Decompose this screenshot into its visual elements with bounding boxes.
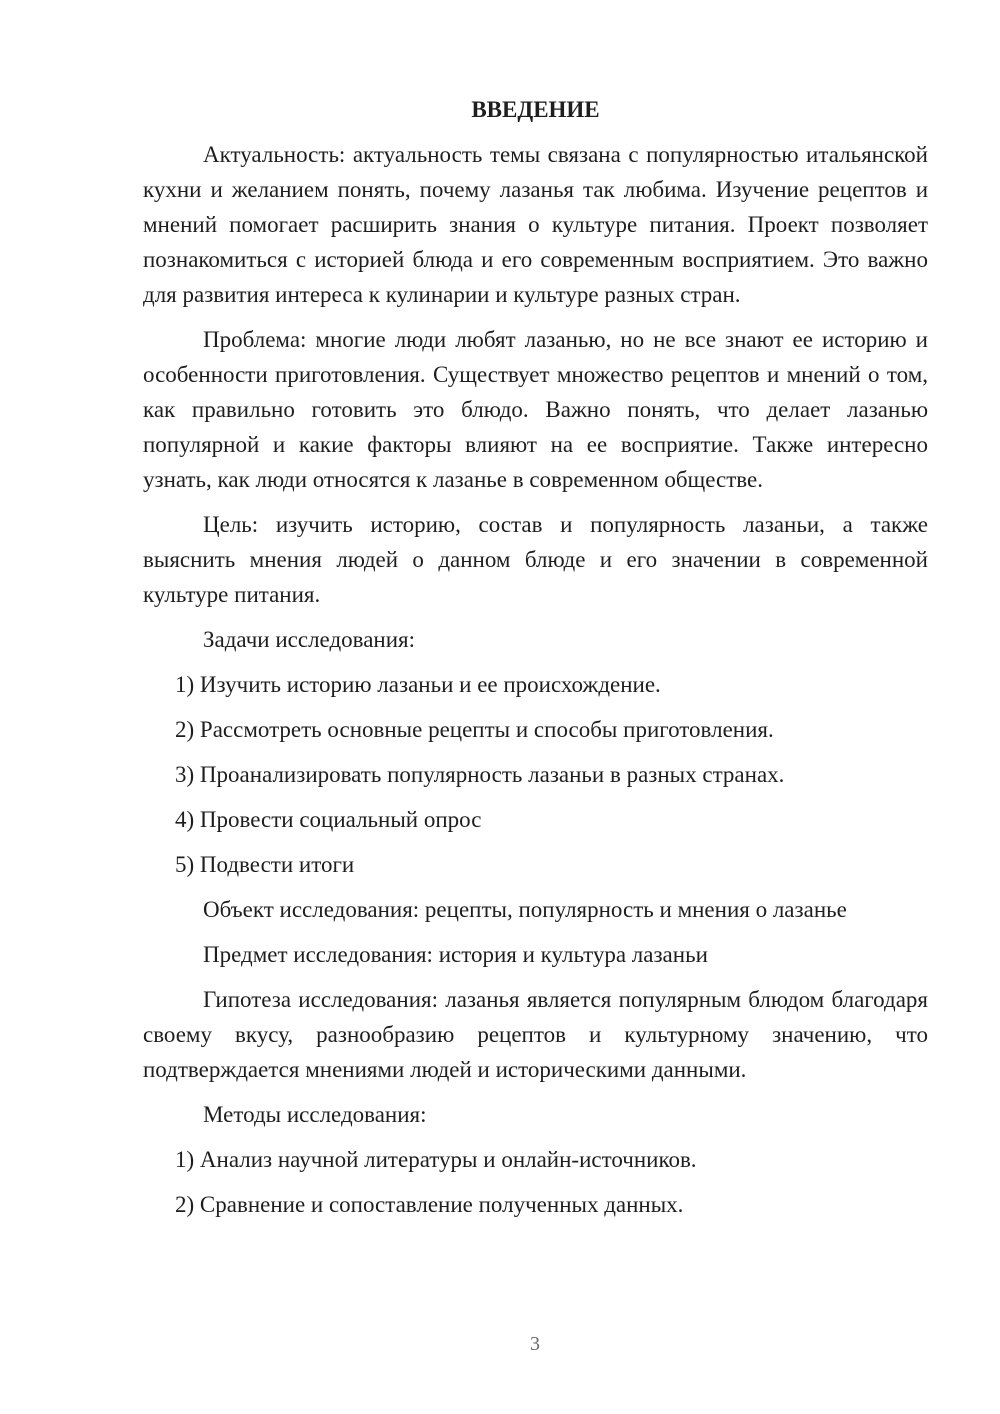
subject-paragraph: Предмет исследования: история и культура лазаньи xyxy=(203,942,708,967)
problem-paragraph: Проблема: многие люди любят лазанью, но не все знают ее историю и особенности приготовления. Существует множество рецептов и мнений о том, как правильно готовить это блюдо. Важно понять, что делает лазанью популярной и какие факторы влияют на ее восприятие. Также интересно узнать, как люди относятся к лазанье в современном обществе. xyxy=(143,327,928,492)
methods-title: Методы исследования: xyxy=(203,1102,427,1127)
list-item: 5) Подвести итоги xyxy=(175,852,355,877)
goal-paragraph: Цель: изучить историю, состав и популярность лазаньи, а также выяснить мнения людей о данном блюде и его значении в современной культуре питания. xyxy=(143,512,928,607)
tasks-title: Задачи исследования: xyxy=(203,627,416,652)
list-item: 2) Рассмотреть основные рецепты и способы приготовления. xyxy=(175,717,774,742)
page-content xyxy=(143,92,928,1232)
list-item: 4) Провести социальный опрос xyxy=(175,807,482,832)
hypothesis-paragraph: Гипотеза исследования: лазанья является популярным блюдом благодаря своему вкусу, разнообразию рецептов и культурному значению, что подтверждается мнениями людей и историческими данными. xyxy=(143,987,928,1082)
methods-list xyxy=(143,1142,928,1222)
object-paragraph: Объект исследования: рецепты, популярность и мнения о лазанье xyxy=(203,897,847,922)
page-number: 3 xyxy=(530,1333,540,1355)
list-item: 3) Проанализировать популярность лазаньи в разных странах. xyxy=(175,762,785,787)
section-heading: ВВЕДЕНИЕ xyxy=(471,97,600,122)
tasks-list xyxy=(143,667,928,882)
relevance-paragraph: Актуальность: актуальность темы связана с популярностью итальянской кухни и желанием понять, почему лазанья так любима. Изучение рецептов и мнений помогает расширить знания о культуре питания. Проект позволяет познакомиться с историей блюда и его современным восприятием. Это важно для развития интереса к кулинарии и культуре разных стран. xyxy=(143,142,928,307)
list-item: 2) Сравнение и сопоставление полученных данных. xyxy=(175,1192,684,1217)
list-item: 1) Изучить историю лазаньи и ее происхождение. xyxy=(175,672,661,697)
list-item: 1) Анализ научной литературы и онлайн-источников. xyxy=(175,1147,697,1172)
